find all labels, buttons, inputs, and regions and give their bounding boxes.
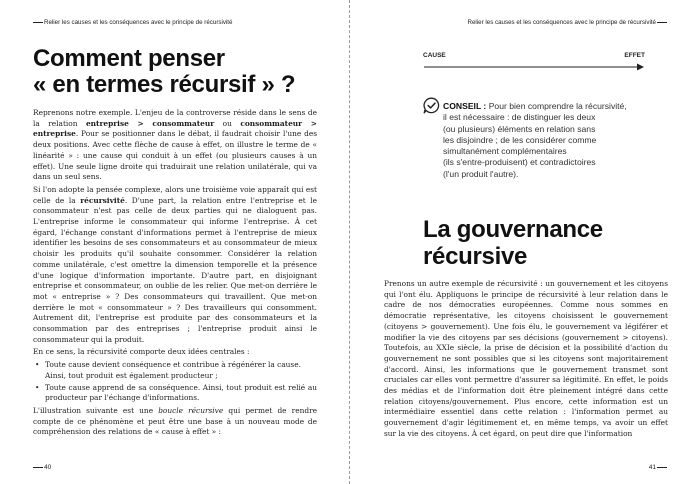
- left-paragraph-3: En ce sens, la récursivité comporte deux idées centrales :: [33, 347, 250, 357]
- right-page-title: [423, 216, 603, 270]
- right-title-line-2: récursive: [423, 243, 528, 270]
- right-paragraph-1: Prenons un autre exemple de récursivité : un gouvernement et les citoyens qui l'ont élu. Appliquons le principe de récursivité à leur relation dans le cadre de nos démocraties européennes. Comme nous sommes en démocratie représentative, les citoyens choisissent le gouvernement (citoyens > gouvernement). Une fois élu, le gouvernement va légiférer et modifier la vie des citoyens par ses décisions (gouvernement > citoyens). Toutefois, au XXIe siècle, la prise de décision et la possibilité d'action du gouvernement ne sont possibles que si les citoyens sont majoritairement d'accord. Ainsi, les informations que le gouvernement transmet sont cruciales car elles vont permettre d'assurer sa légitimité. En effet, le poids des médias et de l'information doit être pleinement intégré dans cette relation citoyens/gouvernement. Plus encore, cette information est un intermédiaire essentiel dans cette relation : l'information permet au gouvernement d'agir légitimement et, en même temps, va avoir un effet sur la vie des citoyens. À cet égard, on peut dire que l'information: [384, 279, 668, 438]
- running-head-rule: [33, 22, 43, 23]
- right-running-head: [468, 19, 667, 26]
- running-head-rule: [657, 22, 667, 23]
- left-body-text: [33, 108, 317, 440]
- left-page-title: [33, 46, 295, 98]
- left-paragraph-2: Si l'on adopte la pensée complexe, alors une troisième voie apparaît qui est celle de la récursivité. D'une part, la relation entre l'entreprise et le consommateur n'est pas celle de deux parties qui ne dialoguent pas. L'entreprise informe le consommateur qui informe l'entreprise. À cet égard, l'échange constant d'informations permet à l'entreprise de mieux identifier les besoins de ses consommateurs et au consommateur de mieux choisir les produits qu'il souhaite consommer. Considérer la relation comme unilatérale, c'est omettre la dimension temporelle et la présence d'une logique d'information importante. D'autre part, en disjoignant entreprise et consommateur, on oublie de les relier. Que met-on derrière le mot « entreprise » ? Des consommateurs qui travaillent. Que met-on derrière le mot « consommateur » ? Des travailleurs qui consomment. Autrement dit, l'entreprise est produite par des consommateurs et la consommation par des entreprises ; l'entreprise produit ainsi le consommateur qui la produit.: [33, 184, 318, 344]
- left-page-number: 40: [33, 464, 51, 471]
- diagram-cause-label: CAUSE: [423, 52, 446, 59]
- page-fold: [349, 0, 350, 484]
- recursivity-ideas-list: [33, 360, 317, 404]
- running-head-text: Relier les causes et les conséquences avec le principe de récursivité: [44, 19, 233, 26]
- check-bubble-icon: [423, 97, 440, 114]
- right-body-text: [384, 279, 668, 442]
- folio-rule: [657, 467, 667, 468]
- folio-rule: [33, 467, 43, 468]
- left-title-line-2: « en termes récursif » ?: [33, 71, 296, 98]
- left-page: [0, 0, 349, 484]
- left-running-head: [33, 19, 232, 26]
- list-item: • Toute cause devient conséquence et contribue à régénérer la cause. Ainsi, tout produit est également producteur ;: [33, 360, 317, 381]
- right-title-line-1: La gouvernance: [423, 216, 603, 243]
- running-head-text: Relier les causes et les conséquences avec le principe de récursivité: [467, 19, 656, 26]
- arrow-right-icon: [424, 63, 644, 71]
- left-paragraph-4: L'illustration suivante est une boucle récursive qui permet de rendre compte de ce phénomène et peut être une base à un nouveau mode de compréhension des relations de « cause à effet » :: [33, 405, 317, 437]
- right-page: [351, 0, 700, 484]
- cause-effect-diagram: [423, 52, 645, 92]
- right-page-number: 41: [649, 464, 667, 471]
- list-item: • Toute cause apprend de sa conséquence. Ainsi, tout produit est relié au producteur par l'échange d'informations.: [33, 383, 317, 404]
- left-title-line-1: Comment penser: [33, 45, 225, 72]
- conseil-text: CONSEIL : Pour bien comprendre la récursivité, il est nécessaire : de distinguer les deux (ou plusieurs) éléments en relation sans les disjoindre ; de les considérer comme simultanément complémentaires (ils s'entre-produisent) et contradictoires (l'un produit l'autre).: [443, 101, 627, 179]
- diagram-effet-label: EFFET: [624, 52, 645, 59]
- left-paragraph-1: Reprenons notre exemple. L'enjeu de la controverse réside dans le sens de la relation entreprise > consommateur ou consommateur > entreprise. Pour se positionner dans le débat, il faudrait choisir l'une des deux positions. Avec cette flèche de cause à effet, on illustre le terme de « linéarité » : une cause qui conduit à un effet (ou plusieurs causes à un effet). Une seule ligne droite qui traduirait une relation unilatérale, qui va dans un seul sens.: [33, 108, 317, 182]
- conseil-label: CONSEIL :: [443, 101, 487, 111]
